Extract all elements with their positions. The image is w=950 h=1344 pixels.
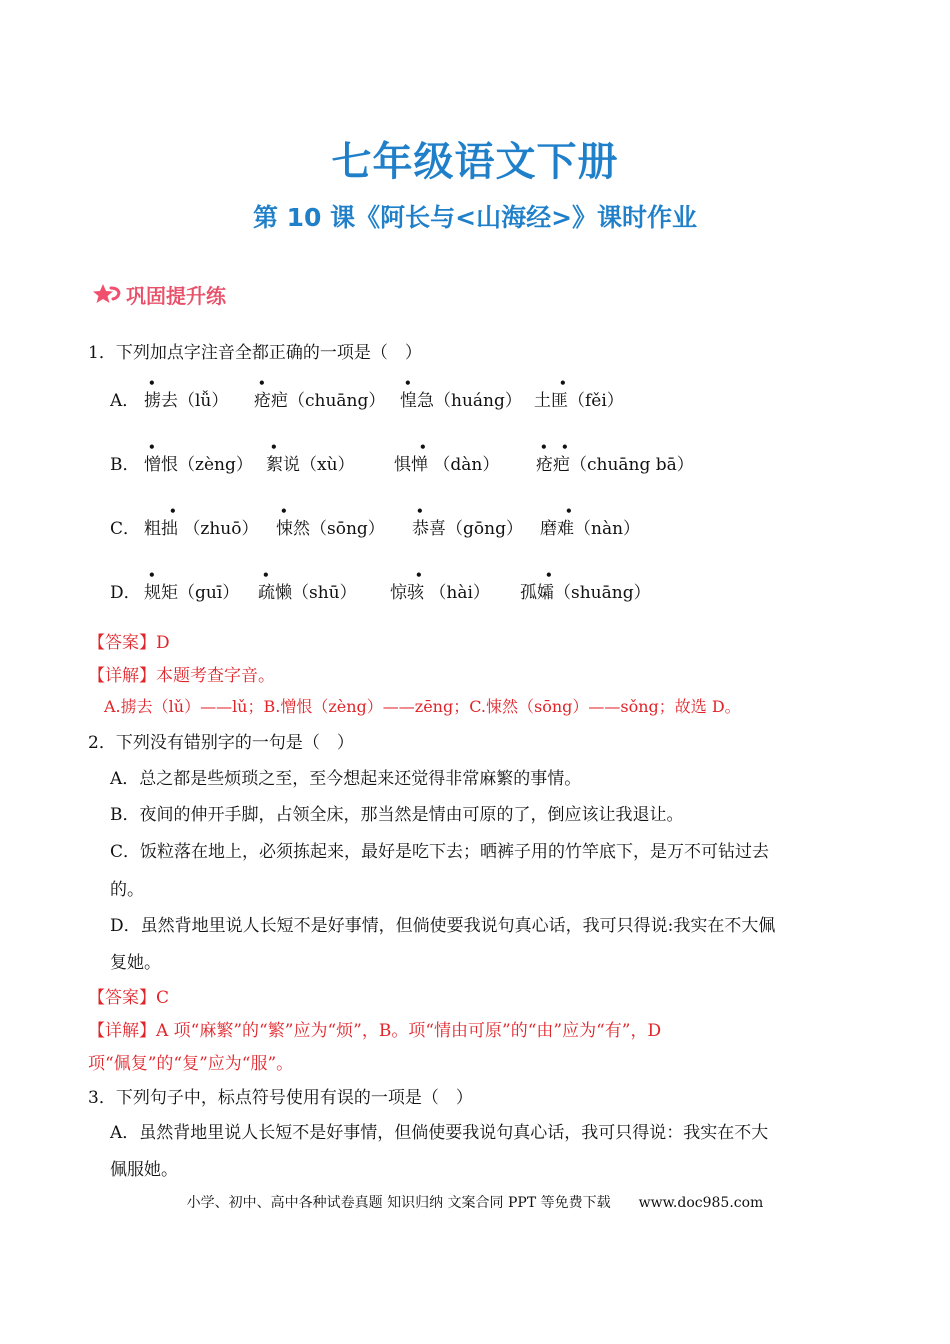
question-3-stem: 3．下列句子中，标点符号使用有误的一项是（ ） bbox=[88, 1088, 473, 1108]
q2-option-b: B．夜间的伸开手脚，占领全床，那当然是情由可原的了，倒应该让我退让。 bbox=[110, 805, 684, 825]
option-item: 悚然（sōng） bbox=[276, 519, 385, 539]
q1-option-a: A． 掳去（lǚ） 疮疤（chuāng） 惶急（huáng） 土匪（fěi） • • • • bbox=[110, 376, 624, 411]
option-letter: A． bbox=[110, 391, 140, 411]
q3-option-a-cont: 佩服她。 bbox=[110, 1160, 178, 1180]
page-footer: 小学、初中、高中各种试卷真题 知识归纳 文案合同 PPT 等免费下载 www.doc985.com bbox=[186, 1195, 764, 1211]
question-1-stem: 1．下列加点字注音全都正确的一项是（ ） bbox=[88, 343, 422, 363]
section-label: 巩固提升练 bbox=[126, 284, 226, 308]
option-item: 规矩（guī） bbox=[144, 583, 240, 603]
page-subtitle: 第 10 课《阿长与<山海经>》课时作业 bbox=[252, 203, 698, 232]
q1-option-d: D． 规矩（guī） 疏懒（shū） 惊骇 （hài） 孤孀（shuāng） • • • • bbox=[110, 568, 651, 603]
option-item: 惧惮 （dàn） bbox=[394, 455, 500, 475]
q1-option-c: C． 粗拙 （zhuō） 悚然（sōng） 恭喜（gōng） 磨难（nàn） • • • • bbox=[110, 504, 641, 539]
option-item: 憎恨（zèng） bbox=[144, 455, 253, 475]
option-item: 孤孀（shuāng） bbox=[520, 583, 651, 603]
option-item: 惶急（huáng） bbox=[400, 391, 522, 411]
q2-detail: 【详解】A 项“麻繁”的“繁”应为“烦”，B。项“情由可原”的“由”应为“有”，D bbox=[88, 1021, 662, 1041]
option-letter: B． bbox=[110, 455, 140, 475]
q3-option-a: A．虽然背地里说人长短不是好事情，但倘使要我说句真心话，我可只得说：我实在不大 bbox=[110, 1123, 769, 1143]
q1-answer: 【答案】D bbox=[88, 633, 170, 653]
q2-option-a: A．总之都是些烦琐之至，至今想起来还觉得非常麻繁的事情。 bbox=[110, 769, 582, 789]
section-header bbox=[92, 280, 226, 309]
q1-detail-line2: A.掳去（lǔ）——lǔ；B.憎恨（zèng）——zēng；C.悚然（sōng）——sǒng；故选 D。 bbox=[104, 697, 741, 716]
option-letter: C． bbox=[110, 519, 141, 539]
q1-detail: 【详解】本题考查字音。 bbox=[88, 666, 275, 686]
q2-detail-cont: 项“佩复”的“复”应为“服”。 bbox=[88, 1054, 294, 1074]
option-item: 掳去（lǚ） bbox=[144, 391, 229, 411]
option-item: 疏懒（shū） bbox=[258, 583, 357, 603]
q1-option-b: B． 憎恨（zèng） 絮说（xù） 惧惮 （dàn） 疮疤（chuāng bā） • • • • • bbox=[110, 440, 694, 475]
q2-option-d: D．虽然背地里说人长短不是好事情，但倘使要我说句真心话，我可只得说:我实在不大佩 bbox=[110, 916, 776, 936]
option-item: 恭喜（gōng） bbox=[412, 519, 523, 539]
q2-answer: 【答案】C bbox=[88, 988, 170, 1008]
question-2-stem: 2．下列没有错别字的一句是（ ） bbox=[88, 733, 354, 753]
option-item: 土匪（fěi） bbox=[534, 391, 624, 411]
q2-option-d-cont: 复她。 bbox=[110, 953, 161, 973]
page-title: 七年级语文下册 bbox=[331, 139, 619, 185]
option-item: 磨难（nàn） bbox=[540, 519, 641, 539]
option-item: 疮疤（chuāng） bbox=[254, 391, 386, 411]
option-item: 疮疤（chuāng bā） bbox=[536, 455, 694, 475]
q2-option-c-cont: 的。 bbox=[110, 880, 144, 900]
option-item: 惊骇 （hài） bbox=[390, 583, 490, 603]
option-item: 粗拙 （zhuō） bbox=[144, 519, 259, 539]
star-icon bbox=[92, 283, 122, 307]
option-item: 絮说（xù） bbox=[266, 455, 355, 475]
option-letter: D． bbox=[110, 583, 141, 603]
q2-option-c: C．饭粒落在地上，必须拣起来，最好是吃下去；晒裤子用的竹竿底下，是万不可钻过去 bbox=[110, 842, 770, 862]
